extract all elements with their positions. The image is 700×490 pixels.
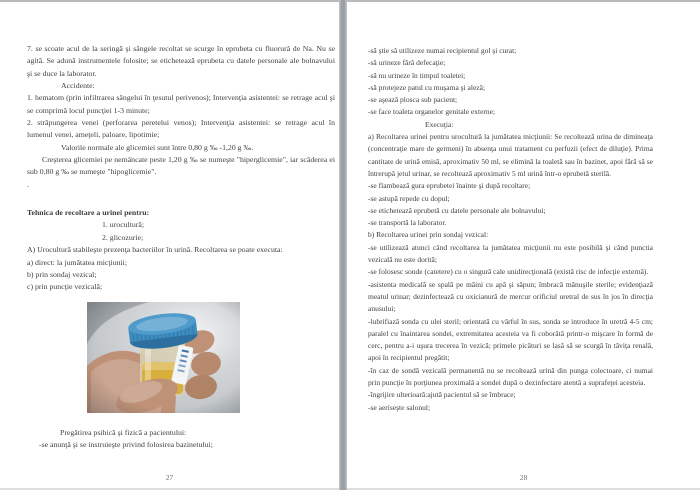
text-line: . (27, 179, 29, 189)
text-line: -se etichetează eprubetă cu datele personale ale bolnavului; (368, 205, 546, 215)
text-line: -se transportă la laborator. (368, 218, 447, 228)
text-line: -se astupă repede cu dopul; (368, 193, 450, 203)
text-line: 1. urocultură; (102, 220, 145, 230)
text-line: -în caz de sondă vezicală permanentă nu se recoltează urină din punga colectoare, ci numai prin puncţie în porţiunea proximală a sondei după o dezinfectare atentă a suprafeţei acesteia. (368, 365, 653, 388)
page-28 (347, 0, 700, 490)
text-line: 2. străpungerea venei (perforarea peretelui venos); Intervenţia asistentei: se retrage acul în lumenul venei, ameţeli, paloare, lipotimie; (27, 118, 335, 140)
text-line: -se aeriseşte salonul; (368, 402, 431, 412)
text-line: Accidente: (61, 81, 95, 91)
page-27-text (27, 43, 335, 294)
text-line: -lubrifiază sonda cu ulei steril; orientată cu vârful în sus, sonda se introduce în uretră 4-5 cm; paralel cu înaintarea sondei, extremitatea acesteia va fi coborâtă printr-o mişcare în formă de cerc, pentru a-i uşura trecerea în vezică; primele picături se lasă să se scurgă în tăviţa renală, apoi în recipientul pregătit; (368, 316, 653, 363)
text-line: -îngrijire ulterioară:ajută pacientul să se îmbrace; (368, 390, 516, 400)
text-line: -se folosesc sonde (catetere) cu o singură cale unidirecţională (există risc de infecţie externă). (368, 267, 649, 277)
text-line: Creşterea glicemiei pe nemâncate peste 1,20 g ‰ se numeşte "hiperglicemie", iar scăderea ei sub 0,80 g ‰ se numeşte "hipoglicemie". (27, 155, 335, 177)
text-line: c) prin puncţie vezicală; (27, 282, 103, 292)
text-line: -se aşează plosca sub pacient; (368, 95, 458, 105)
text-line: -să protejeze patul cu muşama şi aleză; (368, 82, 486, 92)
text-line: a) direct: la jumătatea micţiunii; (27, 257, 128, 267)
text-line: -să urineze fără defecaţie; (368, 58, 446, 68)
urine-specimen-photo-graphic (87, 302, 240, 413)
text-line: 1. hematom (prin infiltrarea sângelui în ţesutul perivenos); Intervenţia asistentei: se retrage acul şi se comprimă locul puncţiei 1-3 minute; (27, 93, 335, 115)
text-line: b) Recoltarea urinei prin sondaj vezical: (368, 230, 489, 240)
text-line: -se anunţă şi se instruieşte privind folosirea bazinetului; (39, 440, 213, 450)
text-line: b) prin sondaj vezical; (27, 269, 97, 279)
text-line: 2. glicozurie; (102, 232, 144, 242)
text-line: 7. se scoate acul de la seringă şi sângele recoltat se scurge în eprubeta cu fluorură de Na. Nu se agită. Se adună instrumentele folosite; se etichetează eprubeta cu datele personale ale bolnavului şi se duce la laborator. (27, 44, 335, 78)
page-27-caption (39, 427, 335, 452)
urine-specimen-photo (87, 302, 240, 413)
text-line: -se face toaleta organelor genitale externe; (368, 107, 496, 117)
text-line: a) Recoltarea urinei pentru urocultură la jumătatea micţiunii: Se recoltează urina de dimineaţa (concentraţie mare de germeni) în absenţa unui tratament cu perfuzii (efect de diluţie). Prima cantitate de urină emisă, aproximativ 50 ml, se elimină la toaletă sau în bazinet, apoi fără să se întrerupă jetul urinar, se recoltează aproximativ 5 ml urină într-o eprubetă sterilă. (368, 132, 653, 178)
text-line: -asistenta medicală se spală pe mâini cu apă şi săpun; îmbracă mănuşile sterile; evidenţiază meatul urinar; dezinfectează cu oxicianură de mercur orificiul uretral de sus în jos în direcţia anusului; (368, 279, 653, 314)
photo-vignette (87, 302, 240, 413)
text-line: Valorile normale ale glicemiei sunt între 0,80 g ‰ -1,20 g ‰. (61, 142, 254, 152)
page-28-text (368, 45, 653, 414)
text-line: Tehnica de recoltare a urinei pentru: (27, 208, 150, 218)
page-gutter (339, 0, 347, 490)
text-line: Pregătirea psihică şi fizică a pacientului: (60, 428, 187, 437)
text-line: -să ştie să utilizeze numai recipientul gol şi curat; (368, 46, 517, 55)
page-number-27: 27 (165, 473, 174, 482)
text-line: -se flambează gura eprubetei înainte şi după recoltare; (368, 181, 531, 191)
page-27 (0, 0, 339, 490)
text-line: -să nu urineze în timpul toaletei; (368, 70, 466, 80)
text-line: Execuţia: (425, 119, 454, 129)
text-line: A) Urocultură stabileşte prezenţa bacteriilor în urină. Recoltarea se poate executa: (27, 245, 283, 255)
text-line: -se utilizează atunci când recoltarea la jumătatea micţiunii nu este posibilă şi când punctia vezicală nu este dorită; (368, 242, 653, 265)
page-number-28: 28 (519, 473, 528, 482)
